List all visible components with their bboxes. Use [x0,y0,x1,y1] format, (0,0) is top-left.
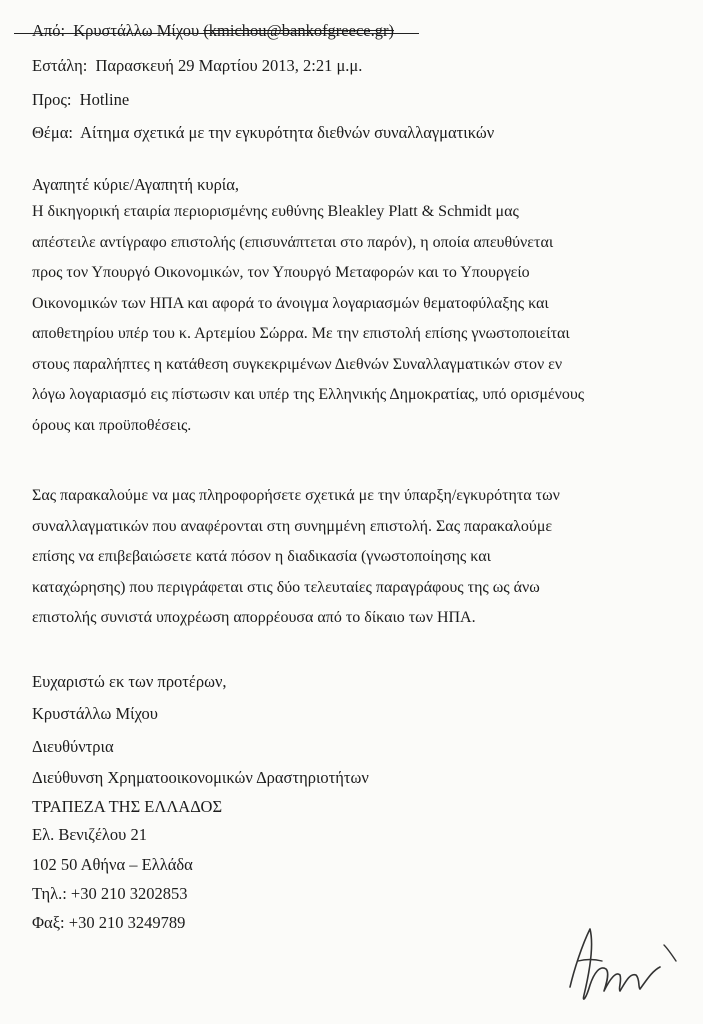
address-street: Ελ. Βενιζέλου 21 [32,825,147,844]
phone-line: Τηλ.: +30 210 3202853 [32,884,188,903]
body-paragraph-1 [32,197,642,441]
body-paragraph-2 [32,481,642,634]
sent-value: Παρασκευή 29 Μαρτίου 2013, 2:21 μ.μ. [95,56,363,75]
sent-label: Εστάλη: [32,56,88,75]
paragraph-line: προς τον Υπουργό Οικονομικών, τον Υπουργό Μεταφορών και το Υπουργείο [32,264,530,281]
paragraph-line: όρους και προϋποθέσεις. [32,416,192,434]
salutation: Αγαπητέ κύριε/Αγαπητή κυρία, [32,175,240,194]
from-name: Κρυστάλλω Μίχου [73,21,200,40]
to-value: Hotline [79,90,130,109]
paragraph-line: αποθετηρίου υπέρ του κ. Αρτεμίου Σώρρα. Με την επιστολή επίσης γνωστοποιείται [32,325,570,342]
paragraph-line: στους παραλήπτες η κατάθεση συγκεκριμένων Διεθνών Συναλλαγματικών στον εν [32,355,563,373]
from-email: (kmichou@bankofgreece.gr) [203,21,394,40]
subject-label: Θέμα: [32,123,73,142]
subject-line [32,123,494,143]
bank-name: ΤΡΑΠΕΖΑ ΤΗΣ ΕΛΛΑΔΟΣ [32,797,223,816]
paragraph-line: επίσης να επιβεβαιώσετε κατά πόσον η διαδικασία (γνωστοποίησης και [32,548,491,565]
fax-line: Φαξ: +30 210 3249789 [32,913,186,932]
paragraph-line: επιστολής συνιστά υποχρέωση απορρέουσα από το δίκαιο των ΗΠΑ. [32,609,476,626]
from-line [32,21,394,41]
subject-value: Αίτημα σχετικά με την εγκυρότητα διεθνών συναλλαγματικών [80,123,495,142]
paragraph-line: Η δικηγορική εταιρία περιορισμένης ευθύνης Bleakley Platt & Schmidt μας [32,203,519,220]
paragraph-line: απέστειλε αντίγραφο επιστολής (επισυνάπτεται στο παρόν), η οποία απευθύνεται [32,233,554,251]
paragraph-line: Οικονομικών των ΗΠΑ και αφορά το άνοιγμα λογαριασμών θεματοφύλαξης και [32,294,549,312]
signer-department: Διεύθυνση Χρηματοοικονομικών Δραστηριοτήτων [32,768,369,787]
address-city: 102 50 Αθήνα – Ελλάδα [32,855,193,874]
to-label: Προς: [32,90,72,109]
paragraph-line: καταχώρησης) που περιγράφεται στις δύο τελευταίες παραγράφους της ως άνω [32,578,540,596]
sent-line [32,56,362,76]
signer-name: Κρυστάλλω Μίχου [32,704,158,723]
paragraph-line: Σας παρακαλούμε να μας πληροφορήσετε σχετικά με την ύπαρξη/εγκυρότητα των [32,487,560,504]
signer-title: Διευθύντρια [32,737,114,756]
paragraph-line: συναλλαγματικών που αναφέρονται στη συνημμένη επιστολή. Σας παρακαλούμε [32,517,553,535]
paragraph-line: λόγω λογαριασμό εις πίστωσιν και υπέρ της Ελληνικής Δημοκρατίας, υπό ορισμένους [32,386,585,403]
handwritten-signature [560,915,700,1015]
from-label: Από: [32,21,66,40]
to-line [32,90,129,110]
closing-thanks: Ευχαριστώ εκ των προτέρων, [32,672,227,691]
